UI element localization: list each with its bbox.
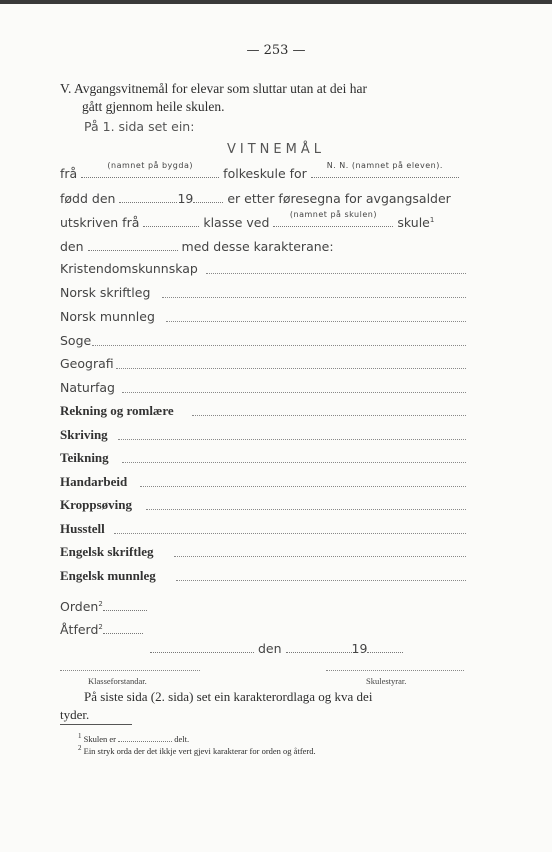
- subject-row: [60, 403, 174, 419]
- subject-label: Kroppsøving: [60, 497, 133, 512]
- subject-label: Soge: [60, 333, 92, 348]
- field-discharge-date[interactable]: [88, 238, 178, 251]
- grade-field[interactable]: [122, 462, 466, 463]
- grade-field[interactable]: [118, 439, 466, 440]
- conduct-row-orden: [60, 598, 147, 614]
- field-place[interactable]: [150, 640, 254, 653]
- grade-field[interactable]: [166, 321, 466, 322]
- field-pupil-name[interactable]: [311, 161, 459, 178]
- subject-label: Rekning og romlære: [60, 403, 174, 418]
- label-med-desse: med desse karakterane:: [181, 239, 334, 254]
- field-bygd[interactable]: [81, 161, 219, 178]
- heading-line-1: Avgangsvitnemål for elevar som sluttar utan at dei har: [74, 81, 367, 96]
- closing-note: [60, 688, 372, 724]
- subject-row: [60, 450, 109, 466]
- subject-label: Norsk skriftleg: [60, 285, 151, 300]
- grade-field[interactable]: [206, 273, 466, 274]
- subject-label: Handarbeid: [60, 474, 128, 489]
- signing-date-line: [150, 640, 403, 656]
- subject-row: [60, 568, 156, 584]
- grade-field[interactable]: [116, 368, 466, 369]
- subject-label: Geografi: [60, 356, 114, 371]
- hint-pupil-name: N. N. (namnet på eleven).: [326, 161, 443, 170]
- subject-label: Engelsk skriftleg: [60, 544, 154, 559]
- footnote-1-text-b: delt.: [174, 733, 190, 744]
- subject-label: Teikning: [60, 450, 109, 465]
- footnote-rule: [60, 724, 132, 725]
- field-class[interactable]: [143, 214, 199, 227]
- label-skule: skule: [397, 215, 430, 230]
- footnote-1-text-a: Skulen er: [83, 733, 116, 744]
- subject-row: [60, 333, 91, 348]
- field-school-name[interactable]: [273, 210, 393, 227]
- field-sign-date[interactable]: [286, 640, 352, 653]
- hint-bygd: (namnet på bygda): [107, 161, 193, 170]
- form-line-birth: [60, 190, 451, 206]
- page-number: — 253 —: [246, 43, 306, 58]
- form-line-discharge: [60, 210, 435, 230]
- subject-row: [60, 309, 155, 324]
- label-folkeskule-for: folkeskule for: [223, 166, 307, 181]
- subject-row: [60, 285, 150, 300]
- label-fra: frå: [60, 166, 78, 181]
- section-heading: [60, 80, 367, 116]
- footnote-2-mark: 2: [78, 744, 82, 752]
- grade-field[interactable]: [140, 486, 466, 487]
- grade-field[interactable]: [146, 509, 466, 510]
- grade-field[interactable]: [176, 580, 466, 581]
- conduct-label-orden: Orden: [60, 599, 99, 614]
- signature-label-skulestyrar: Skulestyrar.: [366, 676, 407, 686]
- field-birth-year[interactable]: [193, 190, 223, 203]
- subject-label: Naturfag: [60, 380, 115, 395]
- field-sign-year[interactable]: [367, 640, 403, 653]
- subject-label: Norsk munnleg: [60, 309, 155, 324]
- subject-label: Engelsk munnleg: [60, 568, 156, 583]
- grade-field[interactable]: [122, 392, 466, 393]
- conduct-label-atferd: Åtferd: [60, 622, 99, 637]
- heading-line-2: gått gjennom heile skulen.: [82, 99, 225, 114]
- footnote-ref-2: 2: [98, 599, 103, 608]
- subject-label: Kristendomskunnskap: [60, 261, 198, 276]
- signature-line-right[interactable]: [326, 670, 464, 671]
- top-border: [0, 0, 552, 4]
- closing-line-2: tyder.: [60, 707, 90, 722]
- footnote-1-mark: 1: [78, 732, 82, 740]
- subject-label: Husstell: [60, 521, 105, 536]
- closing-line-1: På siste sida (2. sida) set ein karakterordlaga og kva dei: [84, 689, 373, 704]
- subject-row: [60, 497, 132, 513]
- signature-label-klasseforstandar: Klasseforstandar.: [88, 676, 147, 686]
- document-title: VITNEMÅL: [227, 142, 325, 157]
- label-year-19: 19: [351, 641, 368, 656]
- field-atferd[interactable]: [103, 621, 143, 634]
- footnote-2: [78, 744, 316, 756]
- subject-row: [60, 521, 105, 537]
- subject-row: [60, 261, 198, 276]
- label-year-19: 19: [177, 191, 194, 206]
- section-numeral: V.: [60, 81, 72, 96]
- footnote-1: [78, 732, 189, 744]
- grade-field[interactable]: [114, 533, 466, 534]
- label-fodd-den: fødd den: [60, 191, 116, 206]
- subject-row: [60, 427, 108, 443]
- field-birth-date[interactable]: [119, 190, 177, 203]
- footnote-2-text: Ein stryk orda der det ikkje vert gjevi karakterar for orden og åtferd.: [83, 745, 316, 756]
- subject-row: [60, 380, 115, 395]
- grade-field[interactable]: [174, 556, 466, 557]
- hint-school-name: (namnet på skulen): [289, 210, 377, 219]
- grade-field[interactable]: [162, 297, 466, 298]
- form-line-origin: [60, 161, 459, 181]
- label-klasse-ved: klasse ved: [203, 215, 270, 230]
- grade-field[interactable]: [92, 345, 466, 346]
- form-line-date: [60, 238, 334, 254]
- label-utskriven-fra: utskriven frå: [60, 215, 140, 230]
- grade-field[interactable]: [192, 415, 466, 416]
- label-er-etter: er etter føresegna for avgangsalder: [227, 191, 451, 206]
- subject-row: [60, 474, 127, 490]
- footnote-ref-1: 1: [429, 215, 435, 224]
- label-den: den: [60, 239, 84, 254]
- footnote-ref-2: 2: [98, 622, 103, 631]
- subject-label: Skriving: [60, 427, 108, 442]
- subject-row: [60, 544, 154, 560]
- subheading: På 1. sida set ein:: [84, 119, 195, 134]
- conduct-row-atferd: [60, 621, 143, 637]
- field-orden[interactable]: [103, 598, 147, 611]
- footnote-1-blank: [118, 733, 172, 742]
- label-den: den: [257, 641, 282, 656]
- subject-row: [60, 356, 114, 371]
- signature-line-left[interactable]: [60, 670, 200, 671]
